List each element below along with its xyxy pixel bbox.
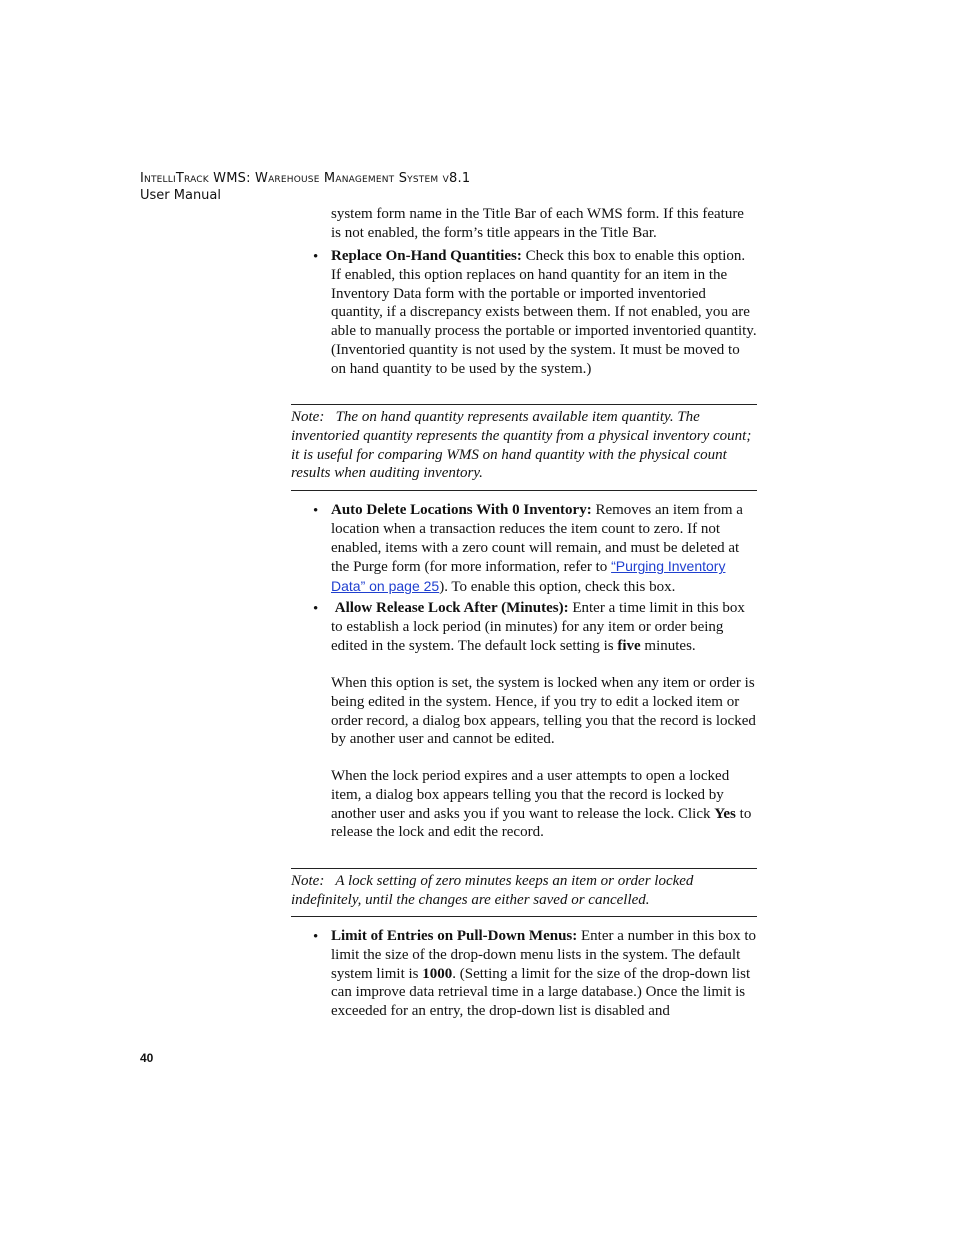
bullet-marker: • — [313, 929, 319, 945]
document-title: IntelliTrack WMS: Warehouse Management System v8.1 — [140, 171, 471, 186]
bullet-allow-release-lock — [331, 599, 757, 655]
lock-p3-text: When the lock period expires and a user attempts to open a locked item, a dialog box appears telling you that the record is locked by another user and asks you if you want to release the lock. Click — [331, 768, 730, 822]
term-auto-delete: Auto Delete Locations With 0 Inventory: — [331, 502, 592, 518]
bullet-auto-delete — [331, 501, 757, 597]
desc-limit-entries: Enter a number in this box to limit the size of the drop-down menu lists in the system. The default system limit is — [331, 928, 756, 982]
note-box-2 — [291, 868, 757, 917]
note-box-1 — [291, 404, 757, 491]
yes-label: Yes — [714, 805, 736, 822]
note-text: A lock setting of zero minutes keeps an item or order locked indefinitely, until the changes are either saved or cancelled. — [291, 873, 694, 908]
document-subtitle: User Manual — [140, 188, 222, 203]
term-allow-release-lock: Allow Release Lock After (Minutes): — [334, 600, 569, 616]
note-1 — [291, 408, 757, 483]
lock-paragraph-2: When this option is set, the system is locked when any item or order is being edited in the system. Hence, if you try to edit a locked item or order record, a dialog box appears, telling you that the record is locked by another user and cannot be edited. — [331, 675, 756, 748]
default-lock-value: five — [617, 637, 641, 654]
term-replace-on-hand: Replace On-Hand Quantities: — [331, 248, 522, 264]
desc-auto-delete: Removes an item from a location when a transaction reduces the item count to zero. If not enabled, items with a zero count will remain, and must be deleted at the Purge form (for more information, refer to — [331, 502, 743, 576]
desc-auto-delete-end: ). To enable this option, check this box. — [439, 579, 676, 596]
term-limit-entries: Limit of Entries on Pull-Down Menus: — [331, 928, 578, 944]
note-text: The on hand quantity represents available item quantity. The inventoried quantity represents the quantity from a physical inventory count; it is useful for comparing WMS on hand quantity with the physical count results when auditing inventory. — [291, 409, 752, 482]
desc-replace-on-hand: Check this box to enable this option. If enabled, this option replaces on hand quantity for an item in the Inventory Data form with the portable or imported inventoried quantity, if a discrepancy exists between them. If not enabled, you are able to manually process the portable or imported inventoried quantity. (Inventoried quantity is not used by the system. It must be moved to on hand quantity to be used by the system.) — [331, 248, 757, 377]
desc-allow-release-lock-end: minutes. — [640, 637, 696, 654]
lock-paragraph-3 — [331, 767, 757, 842]
bullet-marker: • — [313, 503, 319, 519]
note-2 — [291, 872, 757, 910]
note-label: Note: — [291, 409, 325, 425]
bullet-replace-on-hand — [331, 247, 757, 379]
bullet-limit-entries — [331, 927, 757, 1021]
page-number: 40 — [140, 1051, 154, 1065]
intro-paragraph: system form name in the Title Bar of each WMS form. If this feature is not enabled, the form’s title appears in the Title Bar. — [331, 206, 744, 241]
running-header — [140, 170, 470, 204]
lock-p3-end: to release the lock and edit the record. — [331, 805, 752, 841]
purging-inventory-link[interactable]: “Purging Inventory Data” on page 25 — [331, 558, 726, 595]
desc-limit-entries-end: . (Setting a limit for the size of the drop-down list can improve data retrieval time in a large database.) Once the limit is exceeded for an entry, the drop-down list is disabled and — [331, 965, 751, 1020]
bullet-marker: • — [313, 249, 319, 265]
desc-allow-release-lock: Enter a time limit in this box to establish a lock period (in minutes) for any item or order being edited in the system. The default lock setting is — [331, 600, 745, 654]
default-limit-value: 1000 — [422, 965, 453, 982]
note-label: Note: — [291, 873, 325, 889]
bullet-marker: • — [313, 601, 319, 617]
